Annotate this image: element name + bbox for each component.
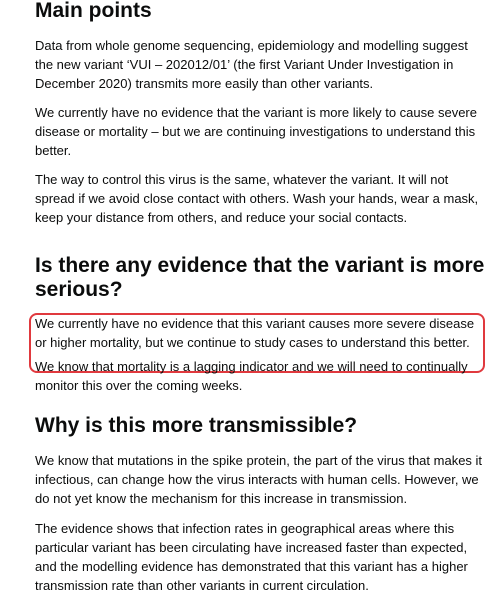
paragraph-spike-protein: We know that mutations in the spike protein, the part of the virus that makes it infectious, can change how the virus interacts with human cells. However, we do not yet know the mechanism for this increase in transmission. (35, 453, 483, 506)
heading-evidence-serious: Is there any evidence that the variant is more serious? (35, 254, 485, 301)
paragraph-infection-rates: The evidence shows that infection rates in geographical areas where this particular variant has been circulating have increased faster than expected, and the modelling evidence has demonstrated that this variant has a higher transmission rate than other variants in current circulation. (35, 521, 468, 593)
paragraph-mortality-lagging: We know that mortality is a lagging indicator and we will need to continually monitor this over the coming weeks. (35, 359, 468, 393)
heading-why-transmissible: Why is this more transmissible? (35, 414, 358, 437)
paragraph-highlighted-no-evidence: We currently have no evidence that this variant causes more severe disease or higher mortality, but we continue to study cases to understand this better. (35, 316, 475, 350)
paragraph-main-points-1: Data from whole genome sequencing, epidemiology and modelling suggest the new variant ‘VUI – 202012/01’ (the first Variant Under Investigation in December 2020) transmits more easily than other variants. (35, 38, 468, 91)
paragraph-main-points-2: We currently have no evidence that the variant is more likely to cause severe disease or mortality – but we are continuing investigations to understand this better. (35, 105, 477, 158)
heading-main-points: Main points (35, 0, 152, 22)
paragraph-main-points-3: The way to control this virus is the same, whatever the variant. It will not spread if we avoid close contact with others. Wash your hands, wear a mask, keep your distance from others, and reduce your social contacts. (35, 172, 479, 225)
